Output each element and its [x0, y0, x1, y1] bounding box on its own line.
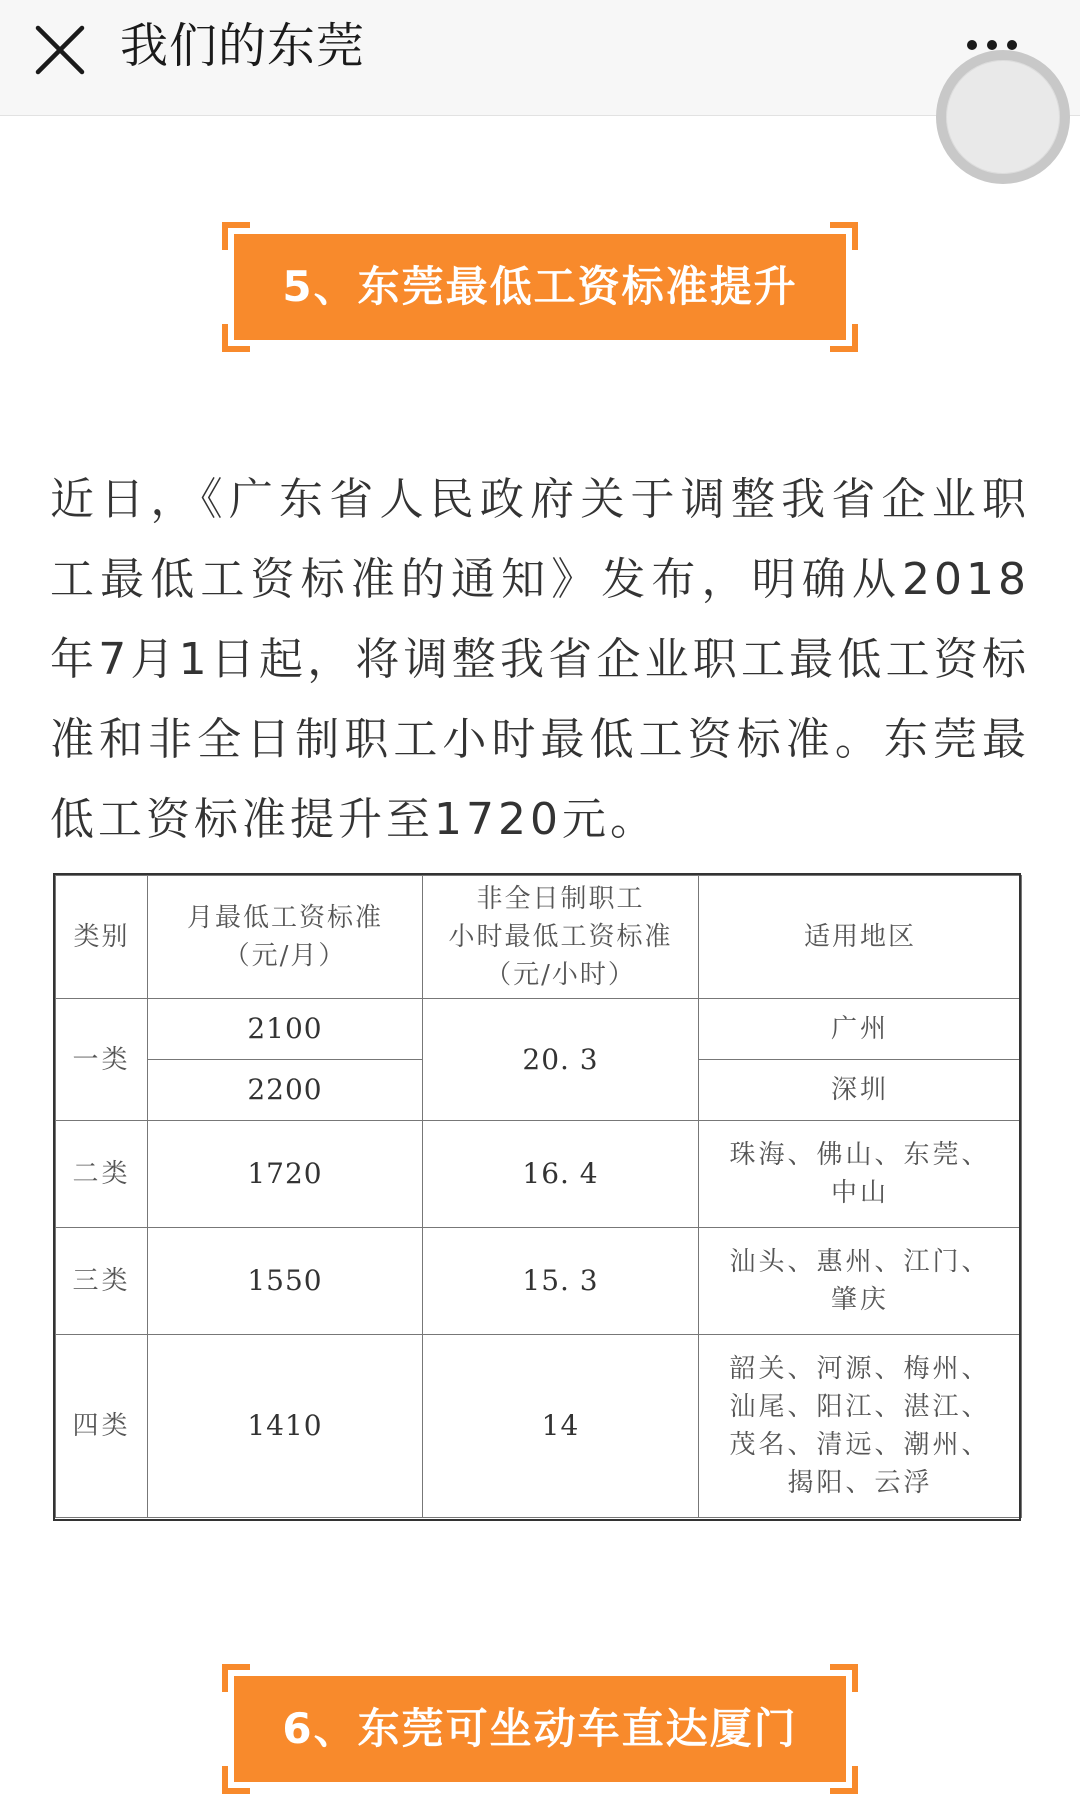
region-cell — [699, 1228, 1022, 1335]
region-cell: 深圳 — [699, 1060, 1022, 1121]
section-title: 6、东莞可坐动车直达厦门 — [234, 1676, 846, 1782]
table-row — [56, 999, 1022, 1060]
region-line: 汕尾、阳江、湛江、 — [729, 1392, 991, 1422]
monthly-cell: 1410 — [148, 1335, 423, 1518]
hourly-cell: 14 — [423, 1335, 699, 1518]
region-line: 茂名、清远、潮州、 — [729, 1430, 991, 1460]
region-cell — [699, 1121, 1022, 1228]
header-category: 类别 — [56, 876, 148, 999]
category-cell: 一类 — [56, 999, 148, 1121]
hourly-cell: 20. 3 — [423, 999, 699, 1121]
header-region: 适用地区 — [699, 876, 1022, 999]
monthly-cell: 2100 — [148, 999, 423, 1060]
table-row — [56, 1335, 1022, 1518]
minimum-wage-table — [55, 875, 1022, 1518]
table-row — [56, 1121, 1022, 1228]
section-title: 5、东莞最低工资标准提升 — [234, 234, 846, 340]
section-header-6 — [222, 1664, 858, 1794]
header-hourly — [423, 876, 699, 999]
monthly-cell: 1720 — [148, 1121, 423, 1228]
category-cell: 四类 — [56, 1335, 148, 1518]
region-line: 中山 — [830, 1178, 889, 1208]
category-cell: 二类 — [56, 1121, 148, 1228]
header-monthly-line2: （元/月） — [223, 941, 347, 971]
region-cell: 广州 — [699, 999, 1022, 1060]
monthly-cell: 1550 — [148, 1228, 423, 1335]
header-hourly-line2: 小时最低工资标准 — [448, 922, 673, 952]
region-line: 珠海、佛山、东莞、 — [729, 1140, 991, 1170]
header-monthly — [148, 876, 423, 999]
hourly-cell: 16. 4 — [423, 1121, 699, 1228]
page-title: 我们的东莞 — [120, 18, 366, 74]
region-line: 肇庆 — [830, 1285, 889, 1315]
region-line: 汕头、惠州、江门、 — [729, 1247, 991, 1277]
hourly-cell: 15. 3 — [423, 1228, 699, 1335]
header-monthly-line1: 月最低工资标准 — [186, 903, 383, 933]
header-hourly-line1: 非全日制职工 — [476, 884, 645, 914]
category-cell: 三类 — [56, 1228, 148, 1335]
region-line: 揭阳、云浮 — [787, 1468, 933, 1498]
section-header-5 — [222, 222, 858, 352]
table-header-row — [56, 876, 1022, 999]
region-line: 韶关、河源、梅州、 — [729, 1354, 991, 1384]
top-navbar — [0, 0, 1080, 116]
article-paragraph: 近日，《广东省人民政府关于调整我省企业职工最低工资标准的通知》发布，明确从2018年7月1日起，将调整我省企业职工最低工资标准和非全日制职工小时最低工资标准。东莞最低工资标准提升至1720元。 — [50, 474, 1030, 845]
region-cell — [699, 1335, 1022, 1518]
floating-window-button[interactable] — [936, 50, 1070, 184]
monthly-cell: 2200 — [148, 1060, 423, 1121]
header-hourly-line3: （元/小时） — [485, 960, 636, 990]
close-icon[interactable] — [32, 22, 88, 78]
table-row — [56, 1228, 1022, 1335]
